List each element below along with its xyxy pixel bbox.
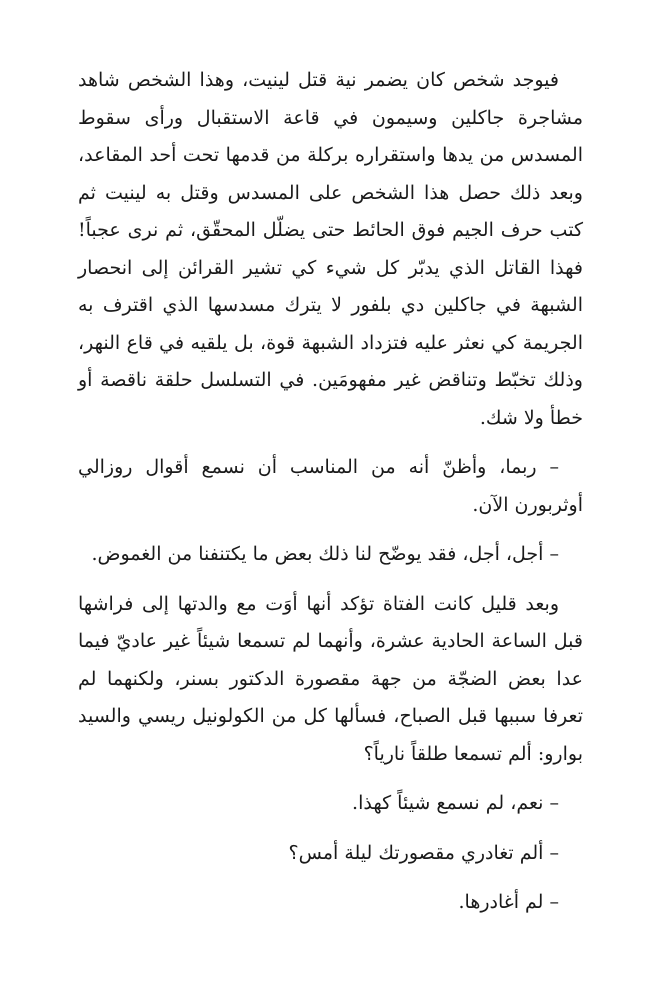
body-paragraph: فيوجد شخص كان يضمر نية قتل لينيت، وهذا الشخص شاهد مشاجرة جاكلين وسيمون في قاعة الاستقبال ورأى سقوط المسدس من يدها واستقراره بركلة من قدمها تحت أحد المقاعد، وبعد ذلك حصل هذا الشخص على المسدس وقتل به لينيت ثم كتب حرف الجيم فوق الحائط حتى يضلّل المحقّق، ثم نرى عجباً! فهذا القاتل الذي يدبّر كل شيء كي تشير القرائن إلى انحصار الشبهة في جاكلين دي بلفور لا يترك مسدسها الذي اقترف به الجريمة كي نعثر عليه فتزداد الشبهة قوة، بل يلقيه في قاع النهر، وذلك تخبّط وتناقض غير مفهومَين. في التسلسل حلقة ناقصة أو خطأ ولا شك. (78, 69, 583, 429)
dialogue-line: – أجل، أجل، فقد يوضّح لنا ذلك بعض ما يكتنفنا من الغموض. (91, 543, 559, 565)
dialogue-line: – لم أغادرها. (458, 891, 559, 913)
dialogue-line: – ربما، وأظنّ أنه من المناسب أن نسمع أقوال روزالي أوثربورن الآن. (78, 456, 583, 516)
book-page (78, 62, 583, 922)
dialogue-line: – نعم، لم نسمع شيئاً كهذا. (352, 792, 559, 814)
dialogue-line: – ألم تغادري مقصورتك ليلة أمس؟ (288, 841, 559, 864)
body-paragraph: وبعد قليل كانت الفتاة تؤكد أنها أوَت مع والدتها إلى فراشها قبل الساعة الحادية عشرة، وأنهما لم تسمعا شيئاً غير عاديّ فيما عدا بعض الضجّة من جهة مقصورة الدكتور بسنر، ولكنهما لم تعرفا سببها قبل الصباح، فسألها كل من الكولونيل ريسي والسيد بوارو: ألم تسمعا طلقاً نارياً؟ (78, 592, 583, 765)
